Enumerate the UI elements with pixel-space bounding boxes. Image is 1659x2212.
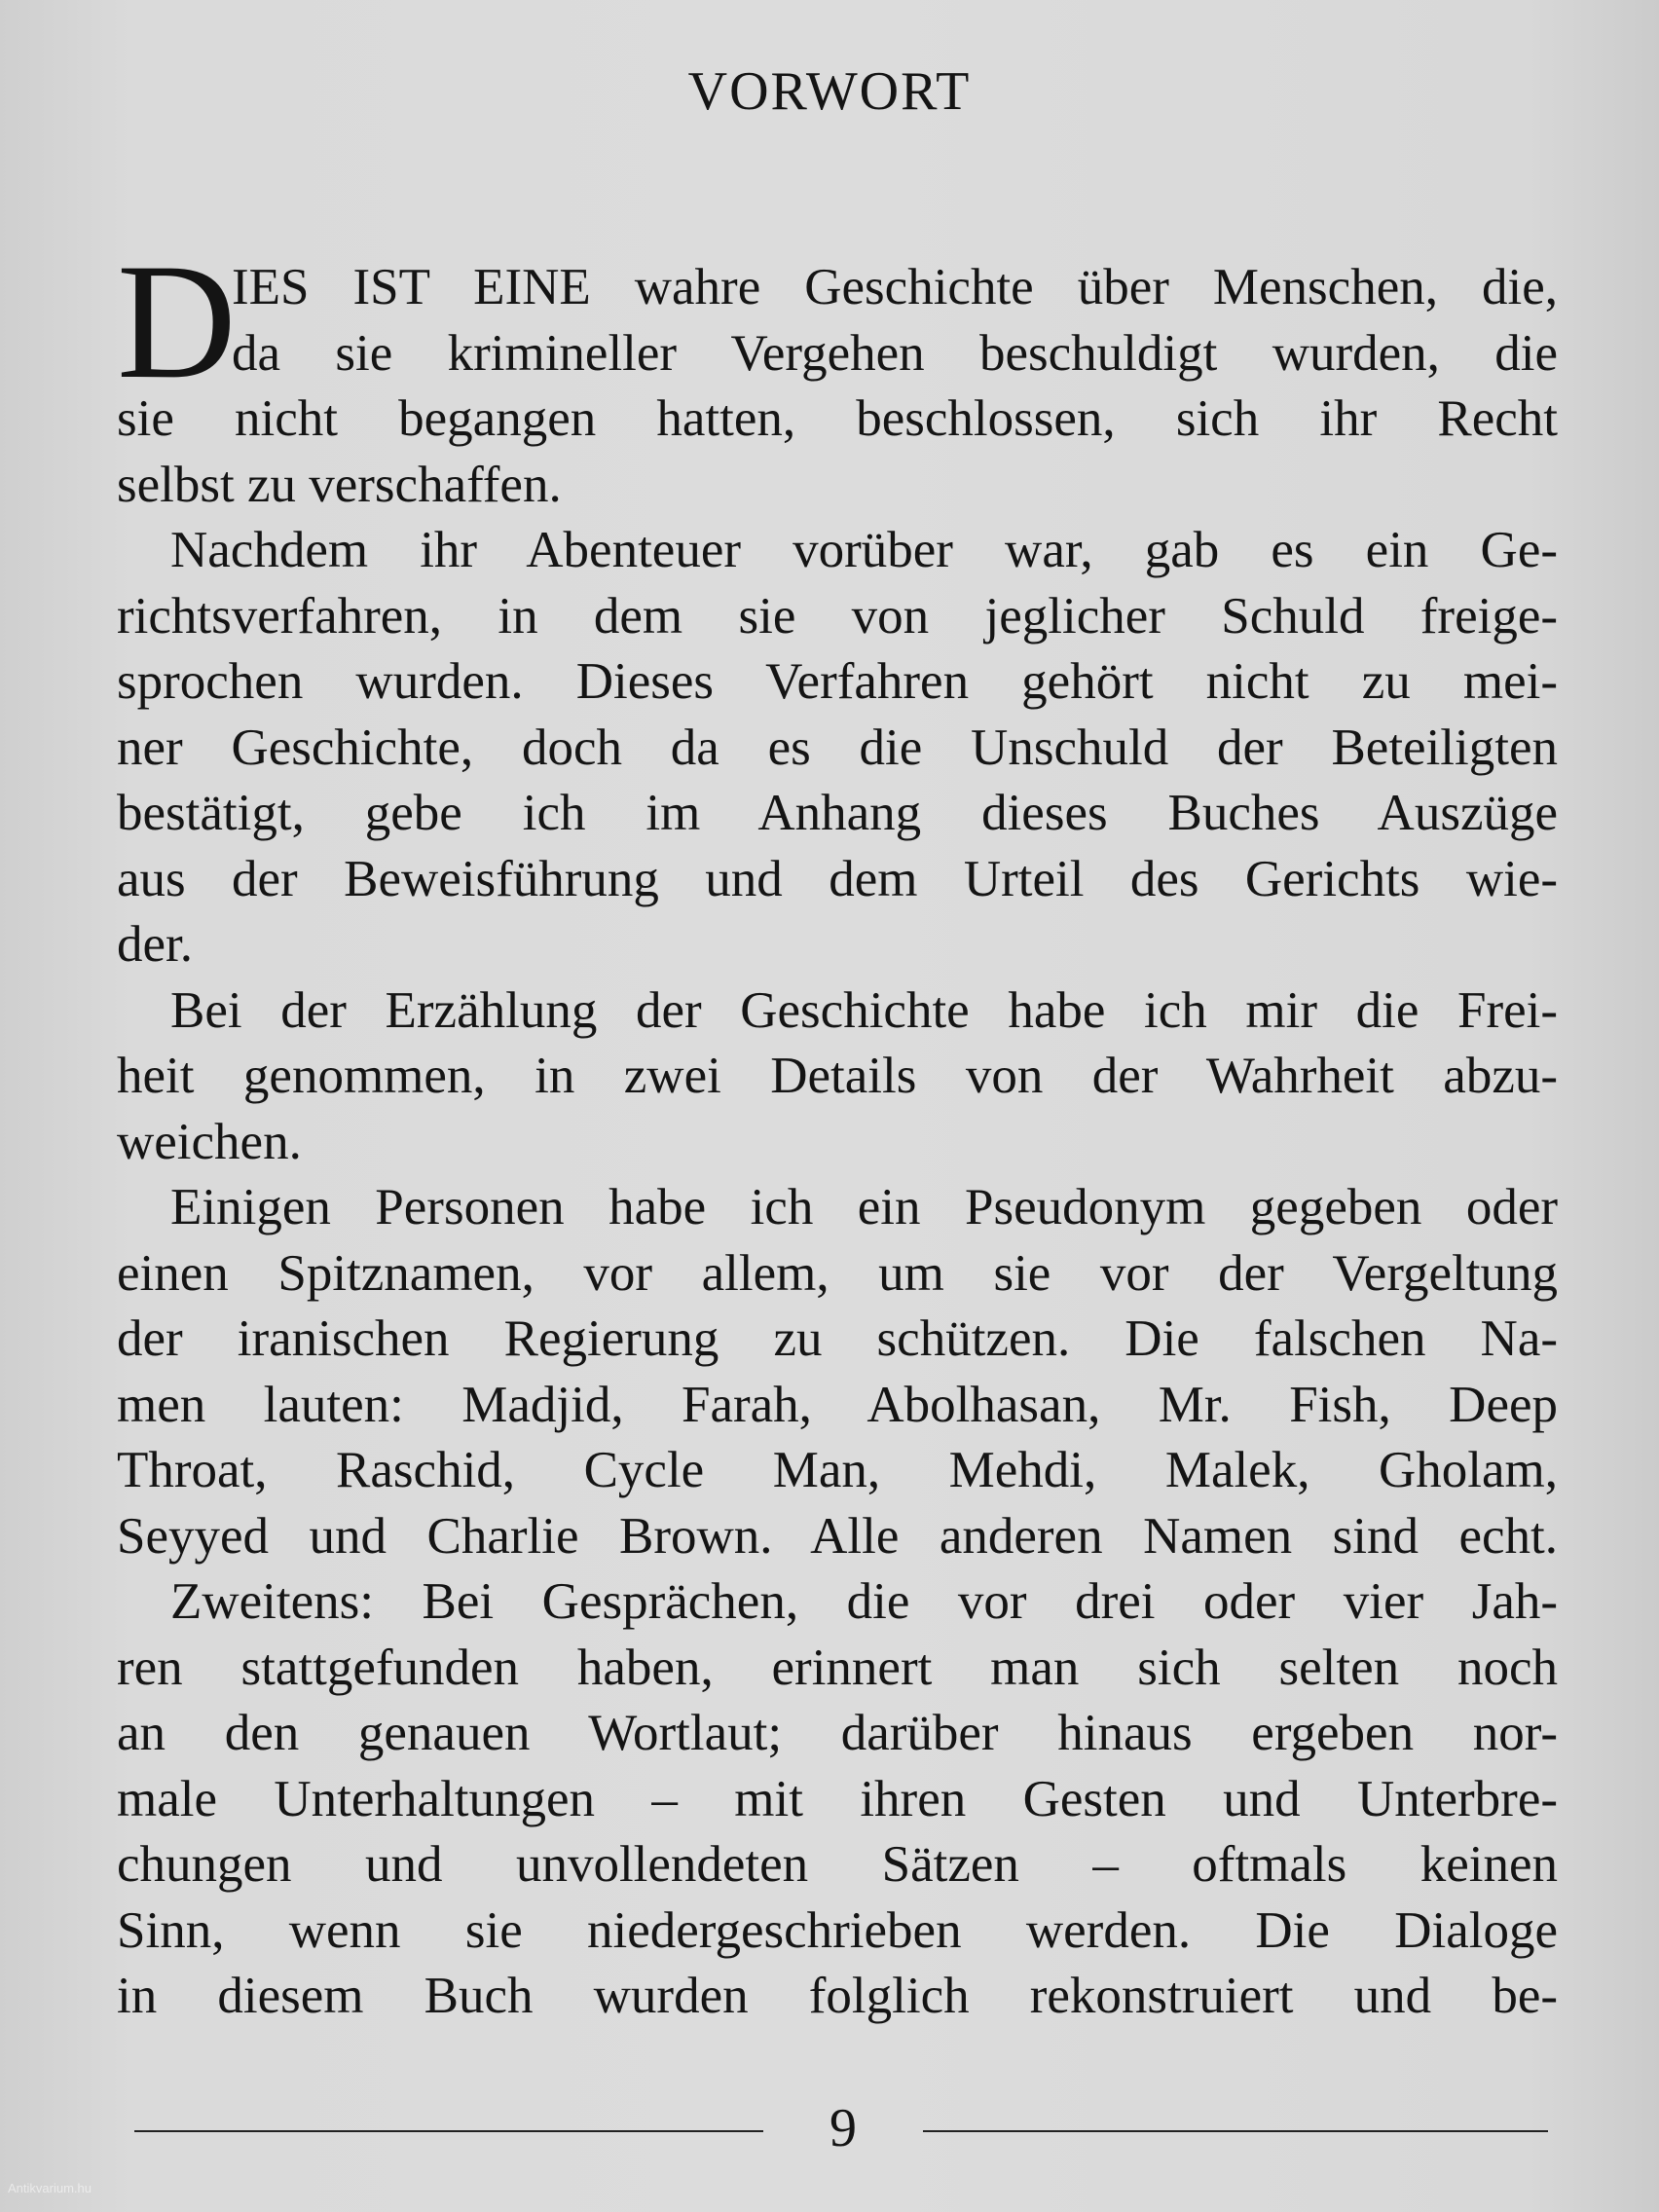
page-title: VORWORT: [687, 61, 972, 122]
text-line: sie nicht begangen hatten, beschlossen, sich ihr Recht: [117, 390, 1558, 447]
text-line: Einigen Personen habe ich ein Pseudonym gegeben oder: [170, 1179, 1558, 1235]
text-line: Zweitens: Bei Gesprächen, die vor drei oder vier Jah-: [170, 1573, 1558, 1630]
text-line: sprochen wurden. Dieses Verfahren gehört nicht zu mei-: [117, 653, 1558, 710]
text-line: weichen.: [117, 1113, 302, 1170]
watermark: Antikvarium.hu: [8, 2181, 92, 2195]
text-line: richtsverfahren, in dem sie von jeglicher Schuld freige-: [117, 587, 1558, 645]
text-line: an den genauen Wortlaut; darüber hinaus ergeben nor-: [117, 1705, 1558, 1761]
text-line: ren stattgefunden haben, erinnert man sich selten noch: [117, 1639, 1558, 1696]
paragraph: [117, 518, 1558, 978]
text-line: Bei der Erzählung der Geschichte habe ich mir die Frei-: [170, 981, 1558, 1039]
text-line: Nachdem ihr Abenteuer vorüber war, gab es ein Ge-: [170, 522, 1558, 578]
drop-cap: D: [117, 230, 237, 413]
text-line: aus der Beweisführung und dem Urteil des Gerichts wie-: [117, 850, 1558, 907]
text-line: Sinn, wenn sie niedergeschrieben werden. Die Dialoge: [117, 1901, 1558, 1959]
text-line: ner Geschichte, doch da es die Unschuld der Beteiligten: [117, 719, 1558, 776]
text-line: einen Spitznamen, vor allem, um sie vor der Vergeltung: [117, 1244, 1558, 1302]
text-line: der.: [117, 916, 193, 973]
text-line: IES IST EINE wahre Geschichte über Menschen, die,: [232, 259, 1558, 315]
page-number: 9: [830, 2098, 857, 2158]
body-text: [117, 230, 1558, 2030]
text-line: in diesem Buch wurden folglich rekonstruiert und be-: [117, 1968, 1558, 2024]
page-footer: [127, 2097, 1558, 2156]
footer-rule-right: [923, 2130, 1548, 2132]
text-line: chungen und unvollendeten Sätzen – oftmals keinen: [117, 1836, 1558, 1893]
paragraph: [117, 1175, 1558, 1569]
text-line: der iranischen Regierung zu schützen. Die falschen Na-: [117, 1310, 1558, 1367]
text-line: men lauten: Madjid, Farah, Abolhasan, Mr. Fish, Deep: [117, 1376, 1558, 1433]
footer-rule-left: [134, 2130, 763, 2132]
paragraph: [117, 978, 1558, 1176]
text-line: bestätigt, gebe ich im Anhang dieses Buches Auszüge: [117, 785, 1558, 841]
paragraph: [117, 1569, 1558, 2030]
text-line: da sie krimineller Vergehen beschuldigt wurden, die: [232, 324, 1558, 382]
text-line: Seyyed und Charlie Brown. Alle anderen Namen sind echt.: [117, 1507, 1558, 1565]
text-line: Throat, Raschid, Cycle Man, Mehdi, Malek, Gholam,: [117, 1442, 1558, 1498]
text-line: selbst zu verschaffen.: [117, 456, 562, 513]
first-paragraph: [117, 230, 1558, 518]
text-line: male Unterhaltungen – mit ihren Gesten und Unterbre-: [117, 1770, 1558, 1827]
text-line: heit genommen, in zwei Details von der Wahrheit abzu-: [117, 1048, 1558, 1104]
